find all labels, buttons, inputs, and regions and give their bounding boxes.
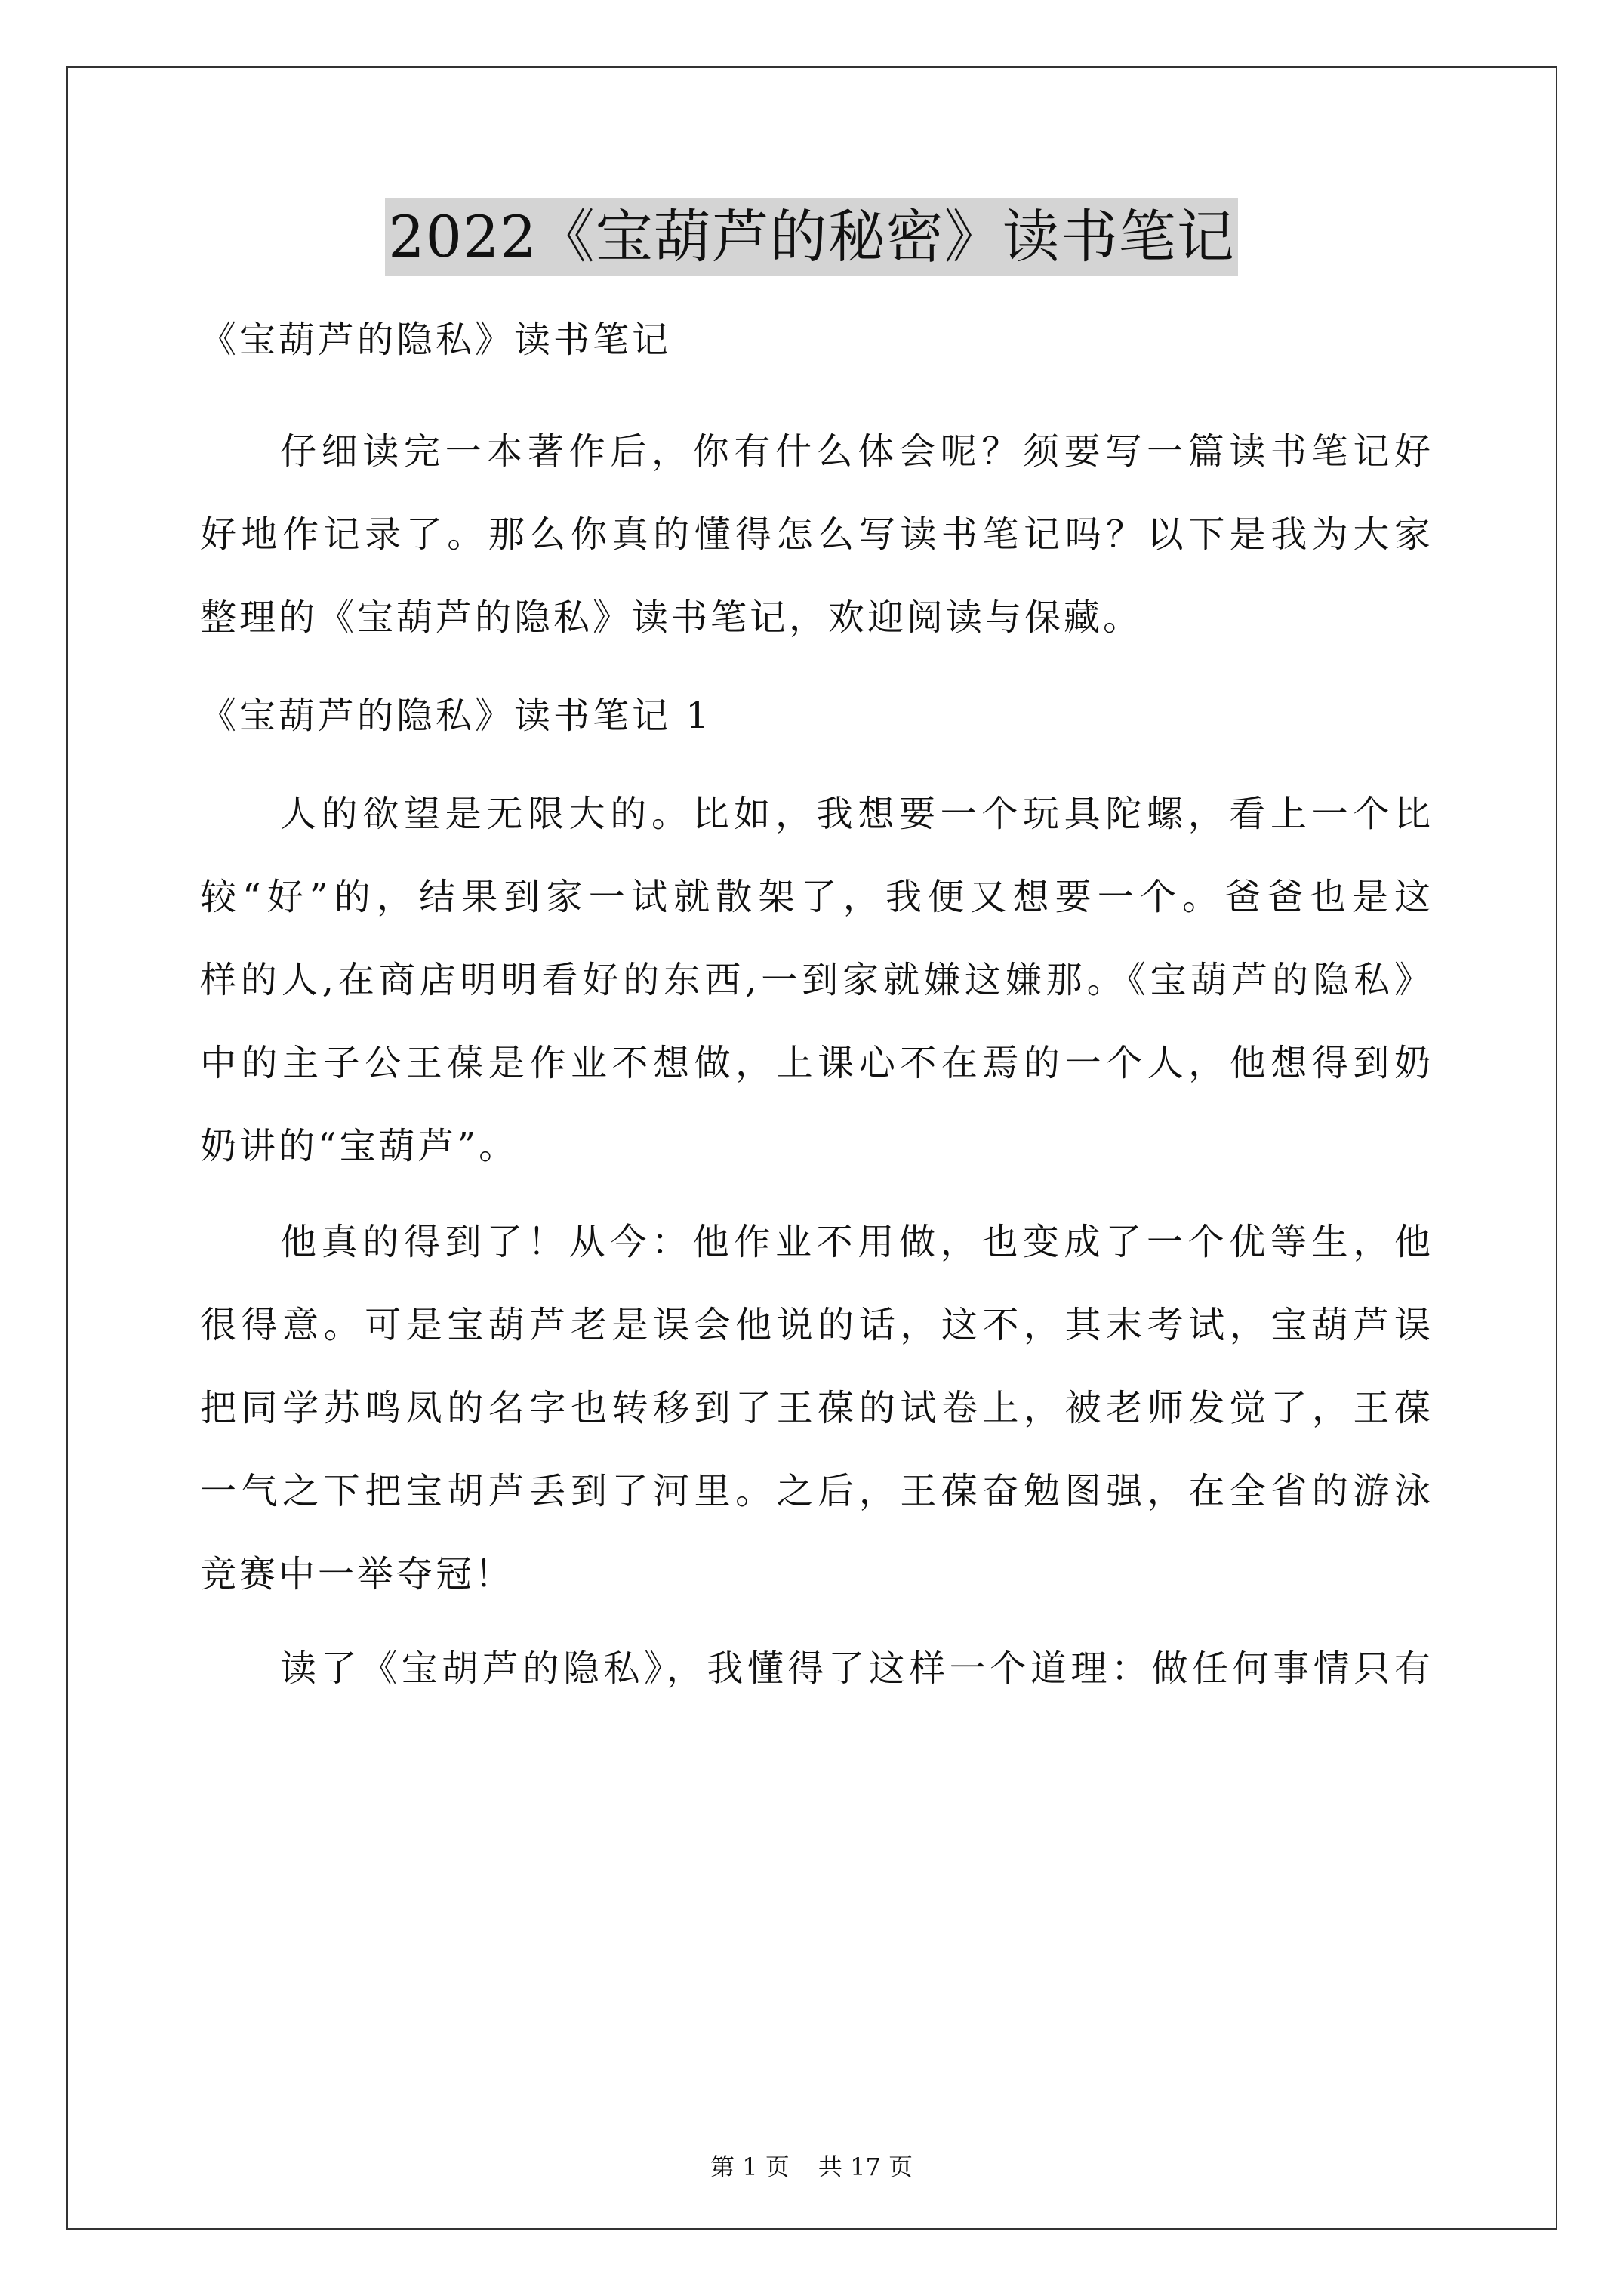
page-total: 共 17 页 bbox=[818, 2153, 913, 2181]
section-heading: 《宝葫芦的隐私》读书笔记 1 bbox=[200, 695, 712, 737]
paragraph-line: 人的欲望是无限大的。比如，我想要一个玩具陀螺，看上一个比 bbox=[280, 793, 1431, 835]
paragraph-line: 很得意。可是宝葫芦老是误会他说的话，这不，其末考试，宝葫芦误 bbox=[200, 1304, 1431, 1346]
paragraph-line: 中的主子公王葆是作业不想做，上课心不在焉的一个人，他想得到奶 bbox=[200, 1042, 1431, 1084]
paragraph-line: 好地作记录了。那么你真的懂得怎么写读书笔记吗？以下是我为大家 bbox=[200, 513, 1431, 556]
document-title: 2022《宝葫芦的秘密》读书笔记 bbox=[385, 198, 1237, 276]
paragraph-line: 较“好”的，结果到家一试就散架了，我便又想要一个。爸爸也是这 bbox=[200, 876, 1431, 918]
paragraph-line: 整理的《宝葫芦的隐私》读书笔记，欢迎阅读与保藏。 bbox=[200, 596, 1143, 639]
page-footer bbox=[0, 2152, 1623, 2182]
paragraph-line: 奶讲的“宝葫芦”。 bbox=[200, 1125, 519, 1167]
section-heading: 《宝葫芦的隐私》读书笔记 bbox=[200, 319, 672, 361]
paragraph-line: 一气之下把宝胡芦丢到了河里。之后，王葆奋勉图强，在全省的游泳 bbox=[200, 1470, 1431, 1512]
paragraph-line: 仔细读完一本著作后，你有什么体会呢？须要写一篇读书笔记好 bbox=[280, 430, 1431, 473]
title-container bbox=[0, 198, 1623, 276]
paragraph-line: 样的人,在商店明明看好的东西,一到家就嫌这嫌那。《宝葫芦的隐私》 bbox=[200, 959, 1431, 1001]
paragraph-line: 竞赛中一举夺冠！ bbox=[200, 1553, 515, 1595]
paragraph-line: 把同学苏鸣凤的名字也转移到了王葆的试卷上，被老师发觉了，王葆 bbox=[200, 1387, 1431, 1429]
page-number: 第 1 页 bbox=[710, 2153, 790, 2181]
paragraph-line: 读了《宝胡芦的隐私》，我懂得了这样一个道理：做任何事情只有 bbox=[280, 1647, 1431, 1690]
paragraph-line: 他真的得到了！从今：他作业不用做，也变成了一个优等生，他 bbox=[280, 1221, 1431, 1263]
